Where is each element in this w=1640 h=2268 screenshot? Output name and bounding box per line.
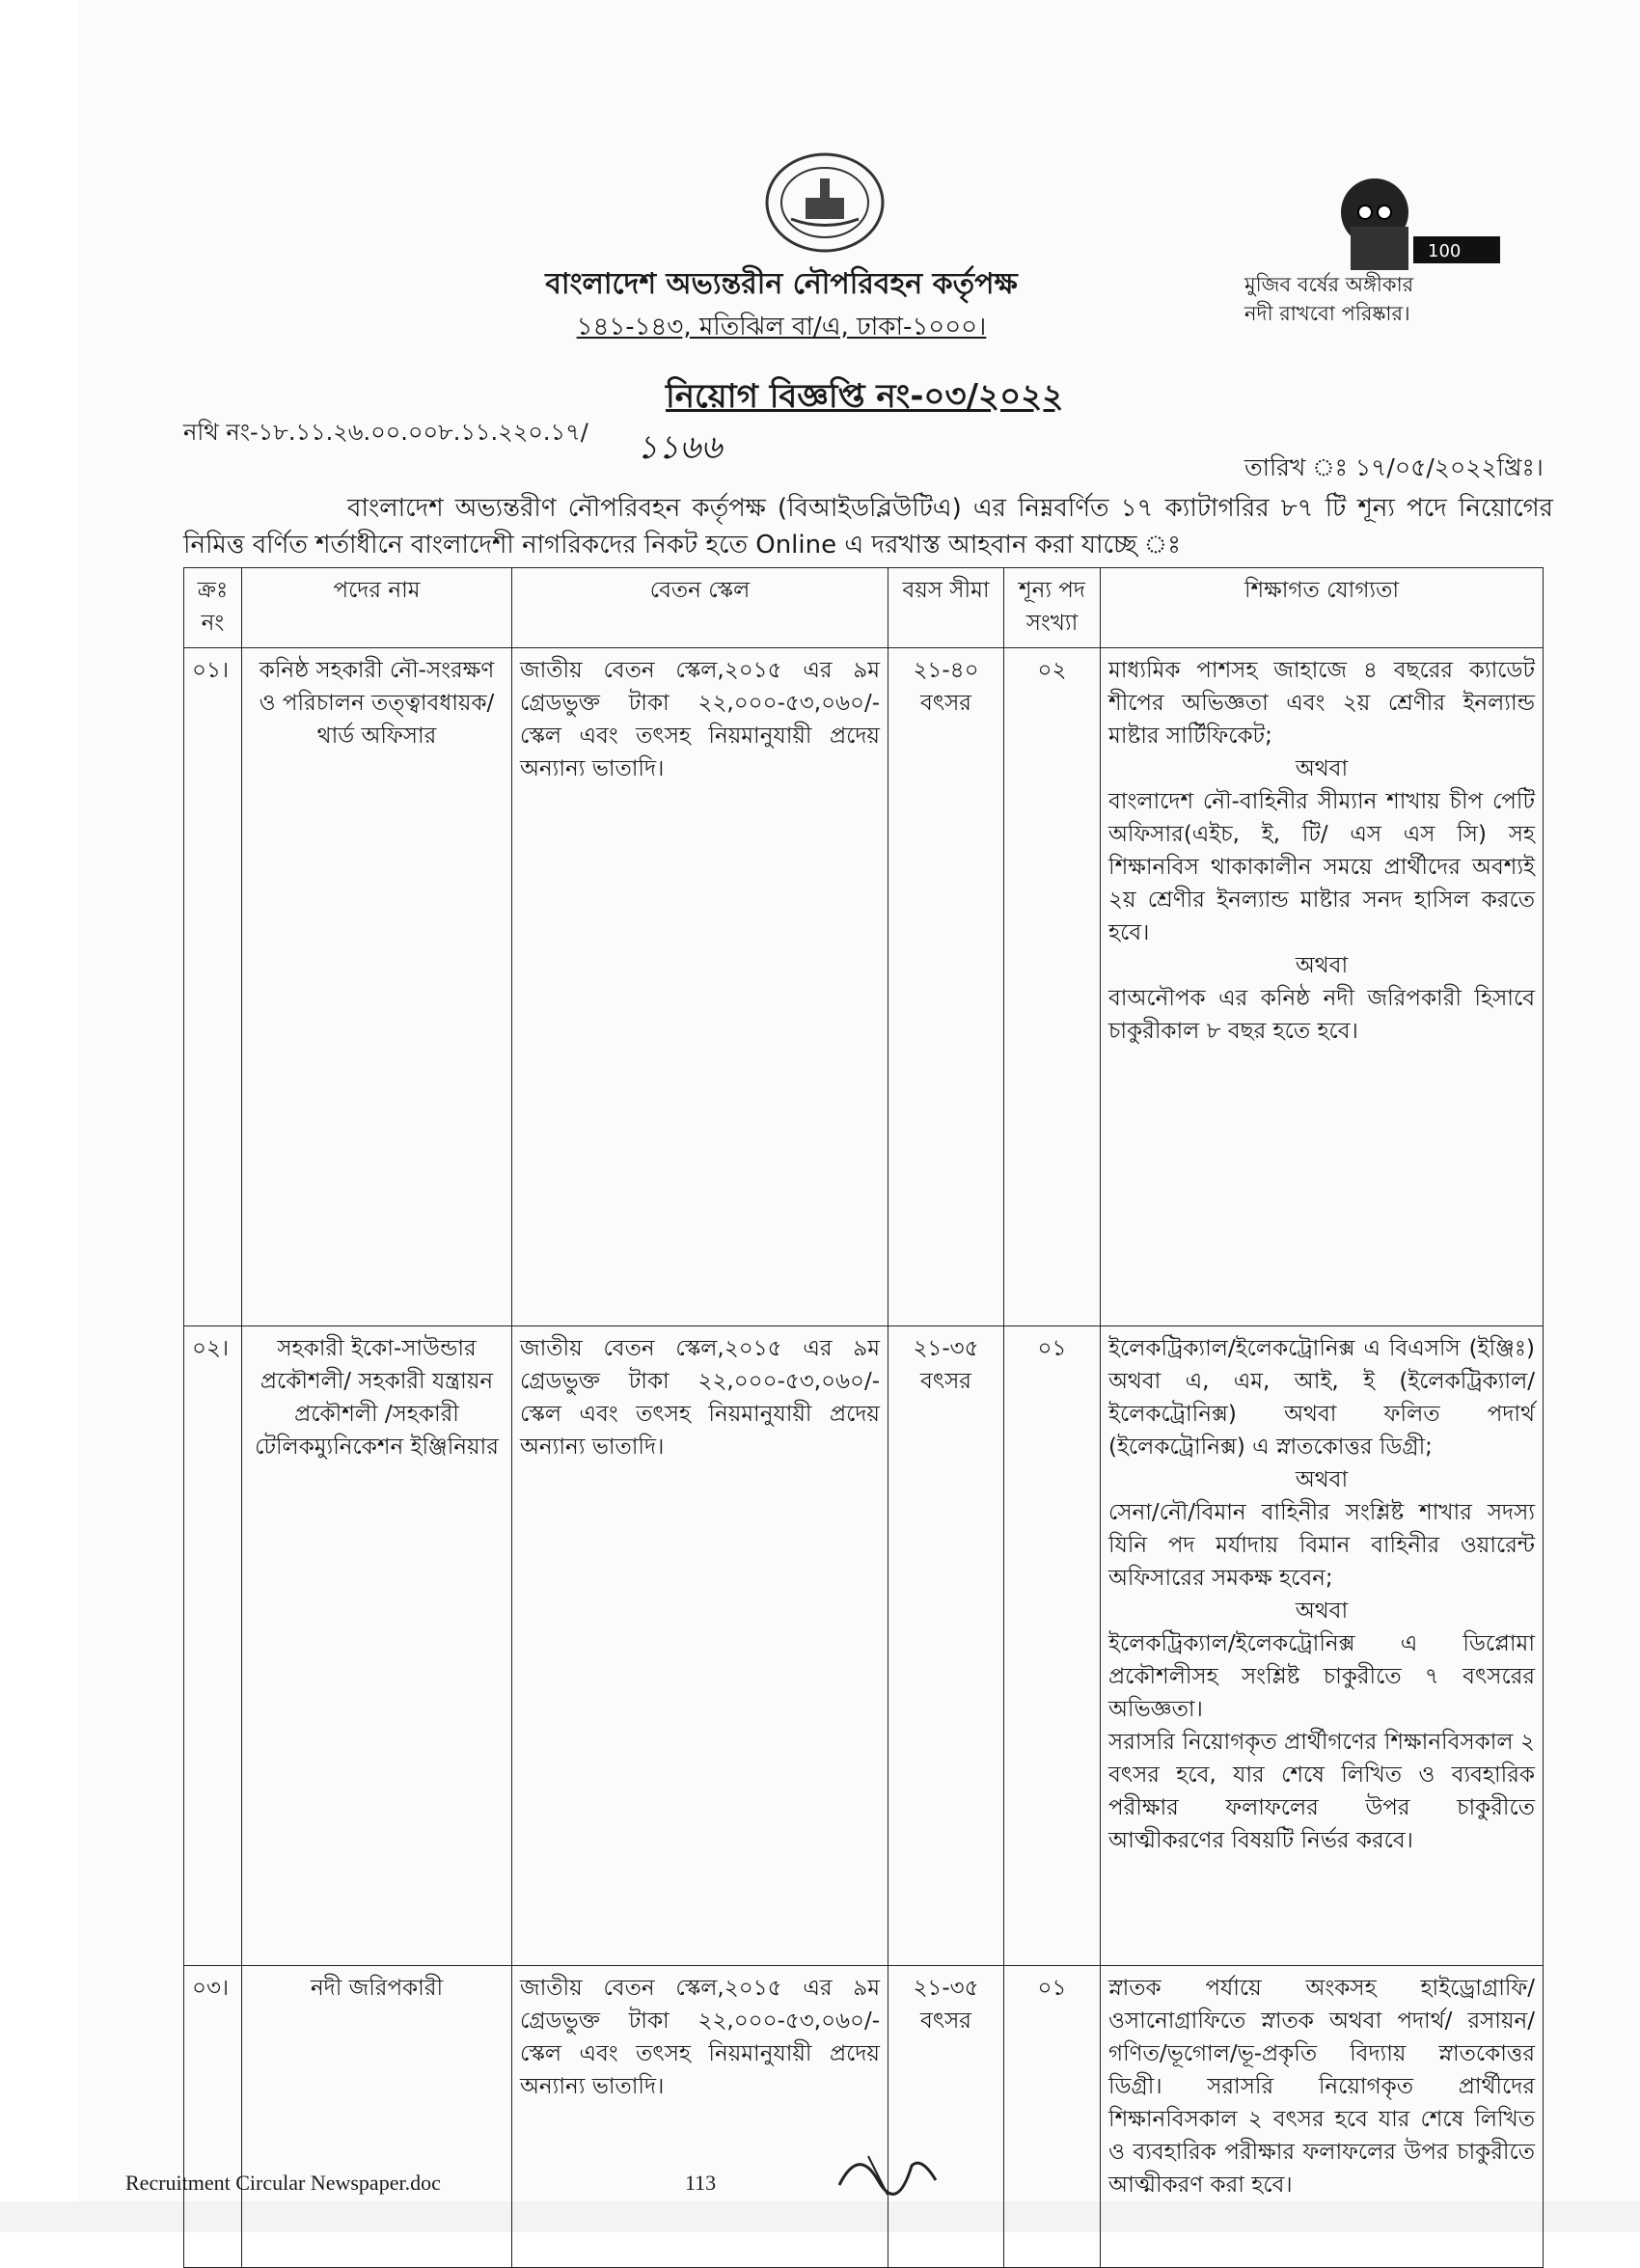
cell-age: ২১-৩৫ বৎসর	[888, 1326, 1004, 1966]
edu-or: অথবা	[1295, 1467, 1349, 1492]
cell-education	[1101, 1326, 1544, 1966]
cell-sl: ০১।	[184, 648, 242, 1326]
edu-or: অথবা	[1295, 756, 1349, 781]
cell-post: কনিষ্ঠ সহকারী নৌ-সংরক্ষণ ও পরিচালন তত্ত্বাবধায়ক/থার্ড অফিসার	[242, 648, 512, 1326]
org-name: বাংলাদেশ অভ্যন্তরীন নৌপরিবহন কর্তৃপক্ষ	[545, 267, 1018, 301]
org-address: ১৪১-১৪৩, মতিঝিল বা/এ, ঢাকা-১০০০।	[576, 313, 987, 342]
mujib-caption-line-2: নদী রাখবো পরিষ্কার।	[1244, 302, 1410, 325]
cell-education	[1101, 648, 1544, 1326]
table-row	[184, 1966, 1544, 2268]
table-row	[184, 1326, 1544, 1966]
memo-number: নথি নং-১৮.১১.২৬.০০.০০৮.১১.২২০.১৭/	[183, 419, 588, 446]
intro-paragraph: বাংলাদেশ অভ্যন্তরীণ নৌপরিবহন কর্তৃপক্ষ (বিআইডব্লিউটিএ) এর নিম্নবর্ণিত ১৭ ক্যাটাগরির ৮৭ টি শূন্য পদে নিয়োগের নিমিত্ত বর্ণিত শর্তাধীনে বাংলাদেশী নাগরিকদের নিকট হতে Online এ দরখাস্ত আহবান করা যাচ্ছে ঃ	[183, 494, 1553, 560]
cell-age: ২১-৩৫ বৎসর	[888, 1966, 1004, 2268]
table-header-row	[184, 568, 1544, 648]
cell-vacancy: ০১	[1004, 1326, 1101, 1966]
memo-handwritten-number: ১১৬৬	[637, 428, 723, 467]
biwta-seal-icon	[738, 150, 912, 256]
cell-vacancy: ০২	[1004, 648, 1101, 1326]
cell-age: ২১-৪০ বৎসর	[888, 648, 1004, 1326]
edu-or: অথবা	[1295, 1599, 1349, 1624]
header-age: বয়স সীমা	[888, 568, 1004, 648]
header-pay: বেতন স্কেল	[512, 568, 888, 648]
header-post: পদের নাম	[242, 568, 512, 648]
cell-education	[1101, 1966, 1544, 2268]
edu-text: বাংলাদেশ নৌ-বাহিনীর সীম্যান শাখায় চীপ পেটি অফিসার(এইচ, ই, টি/ এস এস সি) সহ শিক্ষানবিস থাকাকালীন সময়ে প্রার্থীদের অবশ্যই ২য় শ্রেণীর ইনল্যান্ড মাষ্টার সনদ হাসিল করতে হবে।	[1108, 789, 1535, 945]
edu-or: অথবা	[1295, 953, 1349, 978]
edu-text: ইলেকট্রিক্যাল/ইলেকট্রোনিক্স এ ডিপ্লোমা প্রকৌশলীসহ সংশ্লিষ্ট চাকুরীতে ৭ বৎসরের অভিজ্ঞতা।	[1108, 1631, 1535, 1722]
cell-sl: ০২।	[184, 1326, 242, 1966]
edu-text: সেনা/নৌ/বিমান বাহিনীর সংশ্লিষ্ট শাখার সদস্য যিনি পদ মর্যাদায় বিমান বাহিনীর ওয়ারেন্ট অফিসারের সমকক্ষ হবেন;	[1108, 1500, 1535, 1591]
header-education: শিক্ষাগত যোগ্যতা	[1101, 568, 1544, 648]
svg-text:100: 100	[1428, 241, 1462, 261]
footer-page-number: 113	[685, 2171, 717, 2195]
notice-title: নিয়োগ বিজ্ঞপ্তি নং-০৩/২০২২	[666, 377, 1064, 416]
footer-doc-name: Recruitment Circular Newspaper.doc	[125, 2171, 441, 2195]
cell-post: নদী জরিপকারী	[242, 1966, 512, 2268]
cell-vacancy: ০১	[1004, 1966, 1101, 2268]
cell-pay: জাতীয় বেতন স্কেল,২০১৫ এর ৯ম গ্রেডভুক্ত টাকা ২২,০০০-৫৩,০৬০/- স্কেল এবং তৎসহ নিয়মানুযায়ী প্রদেয় অন্যান্য ভাতাদি।	[512, 648, 888, 1326]
cell-post: সহকারী ইকো-সাউন্ডার প্রকৌশলী/ সহকারী যন্ত্রায়ন প্রকৌশলী /সহকারী টেলিকম্যুনিকেশন ইঞ্জিনিয়ার	[242, 1326, 512, 1966]
edu-text: সরাসরি নিয়োগকৃত প্রার্থীগণের শিক্ষানবিসকাল ২ বৎসর হবে, যার শেষে লিখিত ও ব্যবহারিক পরীক্ষার ফলাফলের উপর চাকুরীতে আত্মীকরণের বিষয়টি নির্ভর করবে।	[1108, 1730, 1535, 1853]
cell-pay: জাতীয় বেতন স্কেল,২০১৫ এর ৯ম গ্রেডভুক্ত টাকা ২২,০০০-৫৩,০৬০/- স্কেল এবং তৎসহ নিয়মানুযায়ী প্রদেয় অন্যান্য ভাতাদি।	[512, 1326, 888, 1966]
edu-text: বাঅনৌপক এর কনিষ্ঠ নদী জরিপকারী হিসাবে চাকুরীকাল ৮ বছর হতে হবে।	[1108, 986, 1535, 1044]
cell-pay: জাতীয় বেতন স্কেল,২০১৫ এর ৯ম গ্রেডভুক্ত টাকা ২২,০০০-৫৩,০৬০/- স্কেল এবং তৎসহ নিয়মানুযায়ী প্রদেয় অন্যান্য ভাতাদি।	[512, 1966, 888, 2268]
edu-text: স্নাতক পর্যায়ে অংকসহ হাইড্রোগ্রাফি/ওসানোগ্রাফিতে স্নাতক অথবা পদার্থ/ রসায়ন/গণিত/ভূগোল/ভূ-প্রকৃতি বিদ্যায় স্নাতকোত্তর ডিগ্রী। সরাসরি নিয়োগকৃত প্রার্থীদের শিক্ষানবিসকাল ২ বৎসর হবে যার শেষে লিখিত ও ব্যবহারিক পরীক্ষার ফলাফলের উপর চাকুরীতে আত্মীকরণ করা হবে।	[1108, 1976, 1535, 2198]
header-vacancy: শূন্য পদ সংখ্যা	[1004, 568, 1101, 648]
vacancy-table	[183, 567, 1544, 2268]
mujib-portrait-logo	[1283, 169, 1505, 275]
table-row	[184, 648, 1544, 1326]
edu-text: ইলেকট্রিক্যাল/ইলেকট্রোনিক্স এ বিএসসি (ইঞ্জিঃ) অথবা এ, এম, আই, ই (ইলেকট্রিক্যাল/ইলেকট্রোনিক্স) অথবা ফলিত পদার্থ (ইলেকট্রোনিক্স) এ স্নাতকোত্তর ডিগ্রী;	[1108, 1336, 1535, 1460]
edu-text: মাধ্যমিক পাশসহ জাহাজে ৪ বছরের ক্যাডেট শীপের অভিজ্ঞতা এবং ২য় শ্রেণীর ইনল্যান্ড মাষ্টার সার্টিফিকেট;	[1108, 658, 1535, 749]
header-sl: ক্রঃ নং	[184, 568, 242, 648]
signature-mark	[830, 2127, 945, 2204]
mujib-caption-line-1: মুজিব বর্ষের অঙ্গীকার	[1244, 273, 1414, 296]
cell-sl: ০৩।	[184, 1966, 242, 2268]
notice-date: তারিখ ঃ ১৭/০৫/২০২২খ্রিঃ।	[1244, 453, 1544, 481]
